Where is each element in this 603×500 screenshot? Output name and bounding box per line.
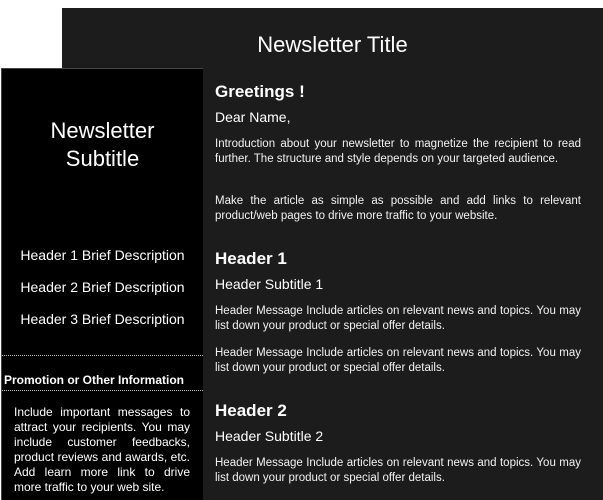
main-content — [203, 68, 603, 500]
nav-link-header-1[interactable]: Header 1 Brief Description — [20, 247, 185, 263]
newsletter-title: Newsletter Title — [257, 32, 408, 57]
nav-link-header-2[interactable]: Header 2 Brief Description — [20, 279, 185, 295]
section-message: Header Message Include articles on relevant news and topics. You may list down your product or special offer details. — [215, 457, 581, 484]
sidebar-divider — [2, 390, 203, 391]
section-message: Header Message Include articles on relevant news and topics. You may list down your product or special offer details. — [215, 305, 581, 332]
title-banner — [62, 8, 603, 68]
subtitle-line-2: Subtitle — [65, 146, 140, 171]
salutation: Dear Name, — [215, 109, 291, 125]
intro-paragraph: Make the article as simple as possible and add links to relevant product/web pages to drive more traffic to your website. — [215, 195, 581, 222]
greeting-heading: Greetings ! — [215, 82, 305, 101]
subtitle-line-1: Newsletter — [50, 118, 155, 143]
section-header-2: Header 2 — [215, 401, 287, 420]
promo-text: Include important messages to attract your recipients. You may include customer feedbacks, product reviews and awards, etc. Add learn more link to drive more traffic to your web site. — [14, 405, 190, 494]
newsletter-subtitle — [2, 117, 203, 173]
section-header-1: Header 1 — [215, 249, 287, 268]
section-subtitle-1: Header Subtitle 1 — [215, 276, 324, 292]
section-subtitle-2: Header Subtitle 2 — [215, 428, 324, 444]
nav-link-header-3[interactable]: Header 3 Brief Description — [20, 311, 185, 327]
promo-heading: Promotion or Other Information — [4, 373, 184, 387]
section-message: Header Message Include articles on relevant news and topics. You may list down your product or special offer details. — [215, 347, 581, 374]
sidebar — [1, 68, 203, 500]
intro-paragraph: Introduction about your newsletter to magnetize the recipient to read further. The structure and style depends on your targeted audience. — [215, 138, 581, 165]
sidebar-divider — [2, 355, 203, 356]
